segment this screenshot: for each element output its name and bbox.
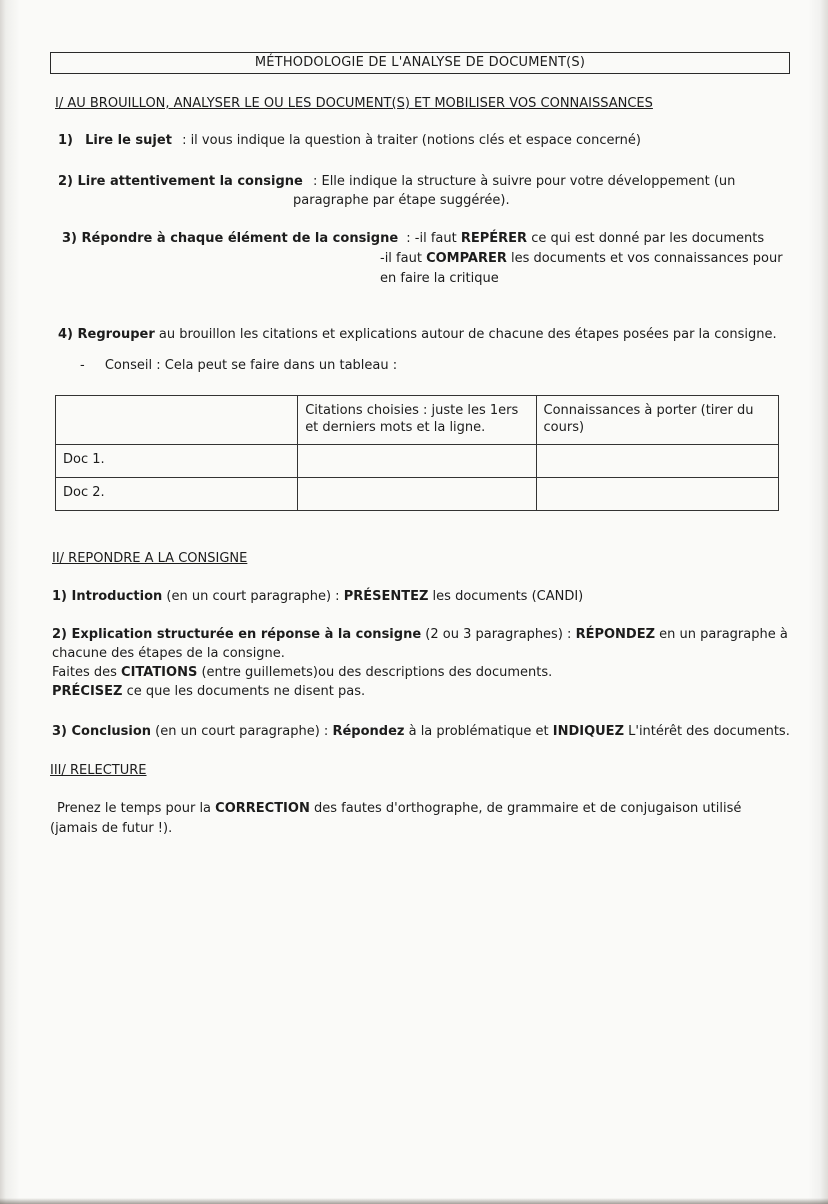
step-1 [58,133,641,149]
table-cell [536,445,778,478]
advice-text: Conseil : Cela peut se faire dans un tableau : [104,358,398,373]
section-heading-2: II/ REPONDRE A LA CONSIGNE [52,551,248,566]
table-row [56,445,779,478]
table-cell: Doc 2. [56,478,298,511]
step-3-label: 3) Répondre à chaque élément de la consigne [62,231,399,246]
explication-line3-a: Faites des [52,665,122,680]
step-3 [62,231,764,247]
intro-label: 1) Introduction [52,589,163,604]
intro-b: PRÉSENTEZ [343,589,429,604]
step-3-line2-a: -il faut [380,251,427,266]
step-4 [58,327,777,343]
step-1-text: : il vous indique la question à traiter (notions clés et espace concerné) [182,133,641,148]
explication-line3-b: CITATIONS [121,665,198,680]
notes-table [55,395,779,511]
table-header-cell: Citations choisies : juste les 1ers et derniers mots et la ligne. [298,396,536,445]
conclusion-a: (en un court paragraphe) : [151,724,333,739]
explication-line2: chacune des étapes de la consigne. [52,646,285,661]
section-heading-3: III/ RELECTURE [50,763,147,778]
step-2 [58,174,735,190]
conclusion-d: INDIQUEZ [552,724,624,739]
table-cell [298,478,536,511]
advice-dash: - [80,358,85,373]
relecture-line1-a: Prenez le temps pour la [57,801,216,816]
section-heading-1: I/ AU BROUILLON, ANALYSER LE OU LES DOCUMENT(S) ET MOBILISER VOS CONNAISSANCES [55,96,653,111]
explication-line3-c: (entre guillemets)ou des descriptions des documents. [197,665,553,680]
relecture-line1-c: des fautes d'orthographe, de grammaire et de conjugaison utilisé [309,801,742,816]
step-1-number: 1) [58,133,73,148]
relecture-line2: (jamais de futur !). [50,821,173,836]
table-cell: Doc 1. [56,445,298,478]
conclusion-c: à la problématique et [404,724,553,739]
step-3-line2 [380,251,783,267]
relecture-line1 [57,801,741,817]
step-3-line1-c: ce qui est donné par les documents [527,231,765,246]
intro-a: (en un court paragraphe) : [162,589,344,604]
conclusion-label: 3) Conclusion [52,724,152,739]
step-3-line1-b: REPÉRER [460,231,528,246]
step-2-text-line1: : Elle indique la structure à suivre pour votre développement (un [312,174,736,189]
table-cell [298,445,536,478]
explication-line4 [52,684,365,700]
intro-c: les documents (CANDI) [428,589,584,604]
explication-line4-a: PRÉCISEZ [52,684,123,699]
explication-line3 [52,665,552,681]
document-title: MÉTHODOLOGIE DE L'ANALYSE DE DOCUMENT(S) [50,52,790,74]
step-3-line2-b: COMPARER [426,251,507,266]
intro-line [52,589,583,605]
explication-line1 [52,627,788,643]
conclusion-line [52,724,790,740]
table-cell [536,478,778,511]
step-3-line3: en faire la critique [380,271,499,286]
page-edge-shadow [0,1198,828,1204]
explication-label: 2) Explication structurée en réponse à la consigne [52,627,422,642]
step-2-label: 2) Lire attentivement la consigne [58,174,303,189]
table-row [56,478,779,511]
explication-a: (2 ou 3 paragraphes) : [421,627,576,642]
table-header-row [56,396,779,445]
conclusion-e: L'intérêt des documents. [624,724,790,739]
relecture-line1-b: CORRECTION [215,801,310,816]
step-4-text: au brouillon les citations et explications autour de chacune des étapes posées par la consigne. [154,327,777,342]
explication-line4-b: ce que les documents ne disent pas. [122,684,366,699]
table-header-cell: Connaissances à porter (tirer du cours) [536,396,778,445]
step-3-line2-c: les documents et vos connaissances pour [506,251,783,266]
explication-c: en un paragraphe à [655,627,788,642]
step-3-line1-a: : -il faut [406,231,461,246]
step-2-text-line2: paragraphe par étape suggérée). [293,193,510,208]
table-header-cell [56,396,298,445]
step-1-label: Lire le sujet [85,133,172,148]
advice-line [80,358,397,374]
conclusion-b: Répondez [332,724,405,739]
step-4-label: 4) Regrouper [58,327,155,342]
explication-b: RÉPONDEZ [575,627,656,642]
